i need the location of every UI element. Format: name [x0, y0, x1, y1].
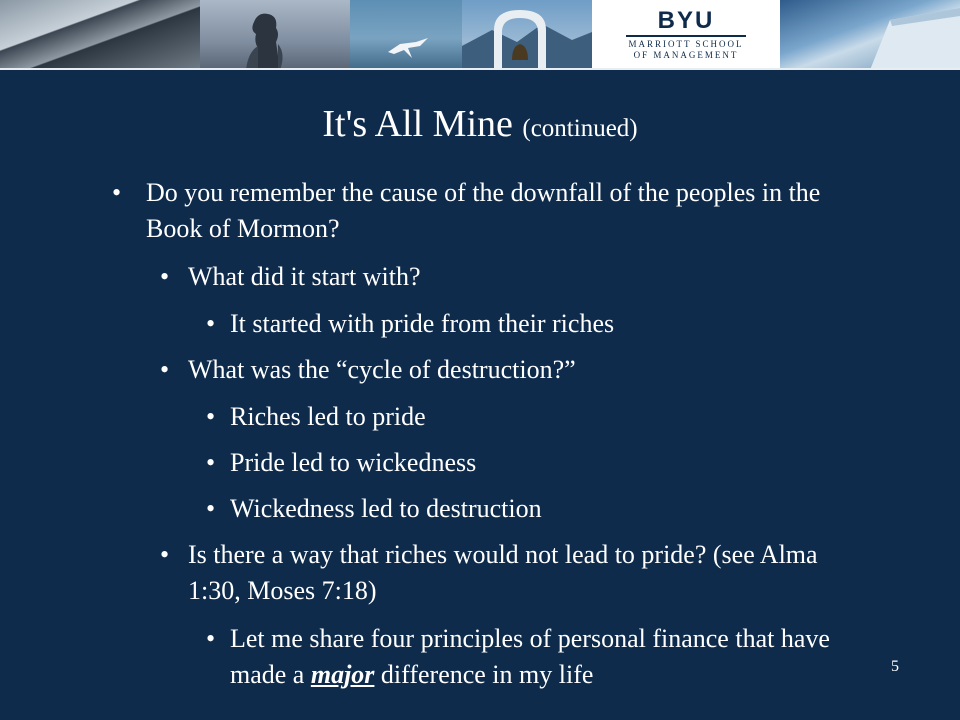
bullet-dot: •: [206, 494, 216, 523]
bullet-text: [230, 621, 870, 693]
slide-title-main: It's All Mine: [322, 103, 513, 145]
bullet-dot: •: [160, 262, 170, 291]
bullet-text: It started with pride from their riches: [230, 309, 615, 338]
bullet-dot: •: [206, 624, 216, 653]
bullet-dot: •: [206, 309, 216, 338]
bullet-text: Is there a way that riches would not lead to pride? (see Alma 1:30, Moses 7:18): [188, 540, 818, 605]
bullet-dot: •: [112, 178, 122, 207]
bullet-text-before: Let me share four principles of personal finance that have made a: [230, 624, 830, 689]
bullet-dot: •: [206, 402, 216, 431]
bullet-dot: •: [206, 448, 216, 477]
emphasis-major: major: [310, 660, 375, 689]
slide-title-sub: (continued): [522, 115, 638, 142]
bullet-text: Wickedness led to destruction: [230, 494, 542, 523]
bullet-text: Riches led to pride: [230, 402, 426, 431]
page-number: 5: [891, 658, 899, 675]
logo-byu-text: BYU: [657, 7, 715, 34]
bullet-text-after: difference in my life: [380, 660, 594, 689]
logo-school-line1: MARRIOTT SCHOOL: [628, 39, 744, 49]
logo-school-line2: OF MANAGEMENT: [633, 50, 739, 60]
bullet-text: What was the “cycle of destruction?”: [188, 355, 576, 384]
bullet-dot: •: [160, 355, 170, 384]
bullet-dot: •: [160, 540, 170, 569]
bullet-text: Do you remember the cause of the downfall of the peoples in the Book of Mormon?: [146, 178, 821, 243]
bullet-text: What did it start with?: [188, 262, 421, 291]
bullet-text: Pride led to wickedness: [230, 448, 477, 477]
